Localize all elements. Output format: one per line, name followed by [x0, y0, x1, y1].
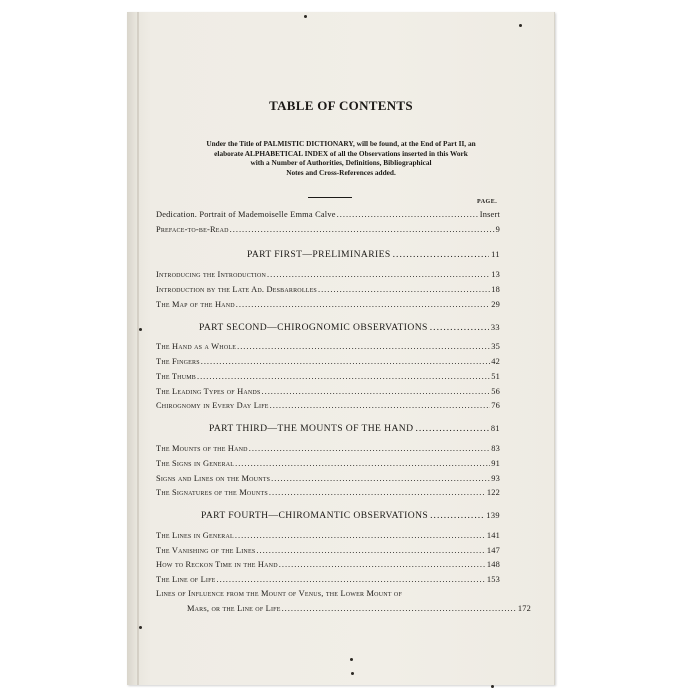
toc-entry-page: 76: [491, 401, 500, 410]
intro-line: Under the Title of PALMISTIC DICTIONARY, will be found, at the End of Part II, an: [206, 139, 476, 148]
leader-dots: [393, 249, 489, 260]
part-heading-label: PART SECOND—CHIROGNOMIC OBSERVATIONS: [199, 322, 428, 333]
toc-entry-label: The Thumb: [156, 372, 196, 381]
page-speck: [139, 626, 142, 629]
leader-dots: [230, 225, 495, 234]
toc-entry: [156, 459, 500, 468]
toc-entry: [156, 357, 500, 366]
leader-dots: [415, 423, 488, 434]
part-heading-first: [247, 249, 500, 260]
toc-entry-page: 51: [491, 372, 500, 381]
leader-dots: [197, 372, 490, 381]
toc-entry-label: Dedication. Portrait of Mademoiselle Emma Calve: [156, 210, 336, 219]
part-heading-label: PART FIRST—PRELIMINARIES: [247, 249, 391, 260]
toc-entry-page: 35: [491, 342, 500, 351]
toc-entry-multiline: [156, 589, 500, 598]
page-speck: [139, 328, 142, 331]
toc-entry-label: The Mounts of the Hand: [156, 444, 248, 453]
toc-entry: [156, 342, 500, 351]
toc-entry-continuation: [187, 604, 531, 613]
toc-entry: [156, 270, 500, 279]
page-speck: [519, 24, 522, 27]
toc-entry-label: The Signatures of the Mounts: [156, 488, 268, 497]
leader-dots: [262, 387, 491, 396]
leader-dots: [271, 474, 490, 483]
part-heading-second: [199, 322, 500, 333]
toc-entry-page: 83: [491, 444, 500, 453]
page-title: TABLE OF CONTENTS: [269, 98, 413, 113]
toc-entry-label: Signs and Lines on the Mounts: [156, 474, 271, 483]
toc-entry-label: The Leading Types of Hands: [156, 387, 261, 396]
leader-dots: [337, 210, 479, 219]
leader-dots: [237, 342, 490, 351]
part-heading-label: PART FOURTH—CHIROMANTIC OBSERVATIONS: [201, 510, 429, 521]
page-speck: [491, 685, 494, 688]
toc-entry: [156, 401, 500, 410]
toc-entry-label: How to Reckon Time in the Hand: [156, 560, 278, 569]
toc-entry-label: Mars, or the Line of Life: [187, 604, 281, 613]
toc-entry-label: Lines of Influence from the Mount of Venus, the Lower Mount of: [156, 589, 403, 598]
leader-dots: [270, 401, 491, 410]
part-heading-page: 139: [486, 511, 500, 520]
toc-entry: [156, 387, 500, 396]
part-heading-fourth: [201, 510, 500, 521]
toc-entry: [156, 560, 500, 569]
toc-entry-page: Insert: [479, 210, 500, 219]
toc-entry-page: 91: [491, 459, 500, 468]
book-page: [127, 12, 555, 685]
toc-entry: [156, 300, 500, 309]
page-speck: [304, 15, 307, 18]
toc-entry-preface: [156, 225, 500, 234]
part-heading-page: 81: [490, 424, 500, 433]
toc-entry-page: 122: [486, 488, 500, 497]
toc-entry-label: The Lines in General: [156, 531, 234, 540]
leader-dots: [201, 357, 490, 366]
page-speck: [350, 658, 353, 661]
toc-entry-label: The Vanishing of the Lines: [156, 546, 256, 555]
toc-entry-page: 42: [491, 357, 500, 366]
intro-line: elaborate ALPHABETICAL INDEX of all the Observations inserted in this Work: [214, 148, 468, 158]
toc-entry-label: The Map of the Hand: [156, 300, 235, 309]
toc-entry-label: Introducing the Introduction: [156, 270, 267, 279]
page-column-label: PAGE.: [477, 199, 498, 205]
toc-entry: [156, 546, 500, 555]
page-speck: [351, 672, 354, 675]
toc-entry-page: 93: [491, 474, 500, 483]
toc-entry-page: 141: [486, 531, 500, 540]
leader-dots: [430, 322, 489, 333]
toc-entry-label: The Hand as a Whole: [156, 342, 237, 351]
divider-rule: [308, 197, 352, 198]
leader-dots: [279, 560, 486, 569]
toc-entry-label: The Line of Life: [156, 575, 216, 584]
leader-dots: [217, 575, 486, 584]
toc-entry: [156, 285, 500, 294]
toc-entry-page: 18: [491, 285, 500, 294]
part-heading-label: PART THIRD—THE MOUNTS OF THE HAND: [209, 423, 414, 434]
intro-paragraph: [145, 139, 537, 177]
part-heading-page: 33: [490, 323, 500, 332]
toc-entry-page: 29: [491, 300, 500, 309]
part-heading-third: [209, 423, 500, 434]
toc-entry: [156, 372, 500, 381]
toc-entry-page: 147: [486, 546, 500, 555]
toc-entry-page: 153: [486, 575, 500, 584]
toc-entry-dedication: [156, 210, 500, 219]
part-heading-page: 11: [491, 250, 500, 259]
toc-entry-page: 13: [491, 270, 500, 279]
toc-entry-label: The Fingers: [156, 357, 200, 366]
toc-entry-page: 148: [486, 560, 500, 569]
leader-dots: [235, 531, 486, 540]
toc-entry: [156, 531, 500, 540]
leader-dots: [267, 270, 490, 279]
leader-dots: [430, 510, 484, 521]
leader-dots: [269, 488, 486, 497]
toc-entry: [156, 444, 500, 453]
toc-entry-label: Chirognomy in Every Day Life: [156, 401, 269, 410]
toc-entry-label: Introduction by the Late Ad. Desbarrolles: [156, 285, 317, 294]
intro-line: with a Number of Authorities, Definitions, Bibliographical: [250, 158, 432, 168]
toc-entry-page: 56: [491, 387, 500, 396]
toc-entry-page: 172: [517, 604, 531, 613]
leader-dots: [249, 444, 491, 453]
toc-entry-label: The Signs in General: [156, 459, 235, 468]
intro-line: Notes and Cross-References added.: [286, 167, 396, 177]
leader-dots: [318, 285, 490, 294]
leader-dots: [282, 604, 517, 613]
toc-entry-page: 9: [495, 225, 500, 234]
toc-entry: [156, 474, 500, 483]
leader-dots: [256, 546, 485, 555]
leader-dots: [236, 300, 490, 309]
toc-entry: [156, 575, 500, 584]
leader-dots: [235, 459, 490, 468]
toc-entry-label: Preface-to-be-Read: [156, 225, 229, 234]
toc-entry: [156, 488, 500, 497]
